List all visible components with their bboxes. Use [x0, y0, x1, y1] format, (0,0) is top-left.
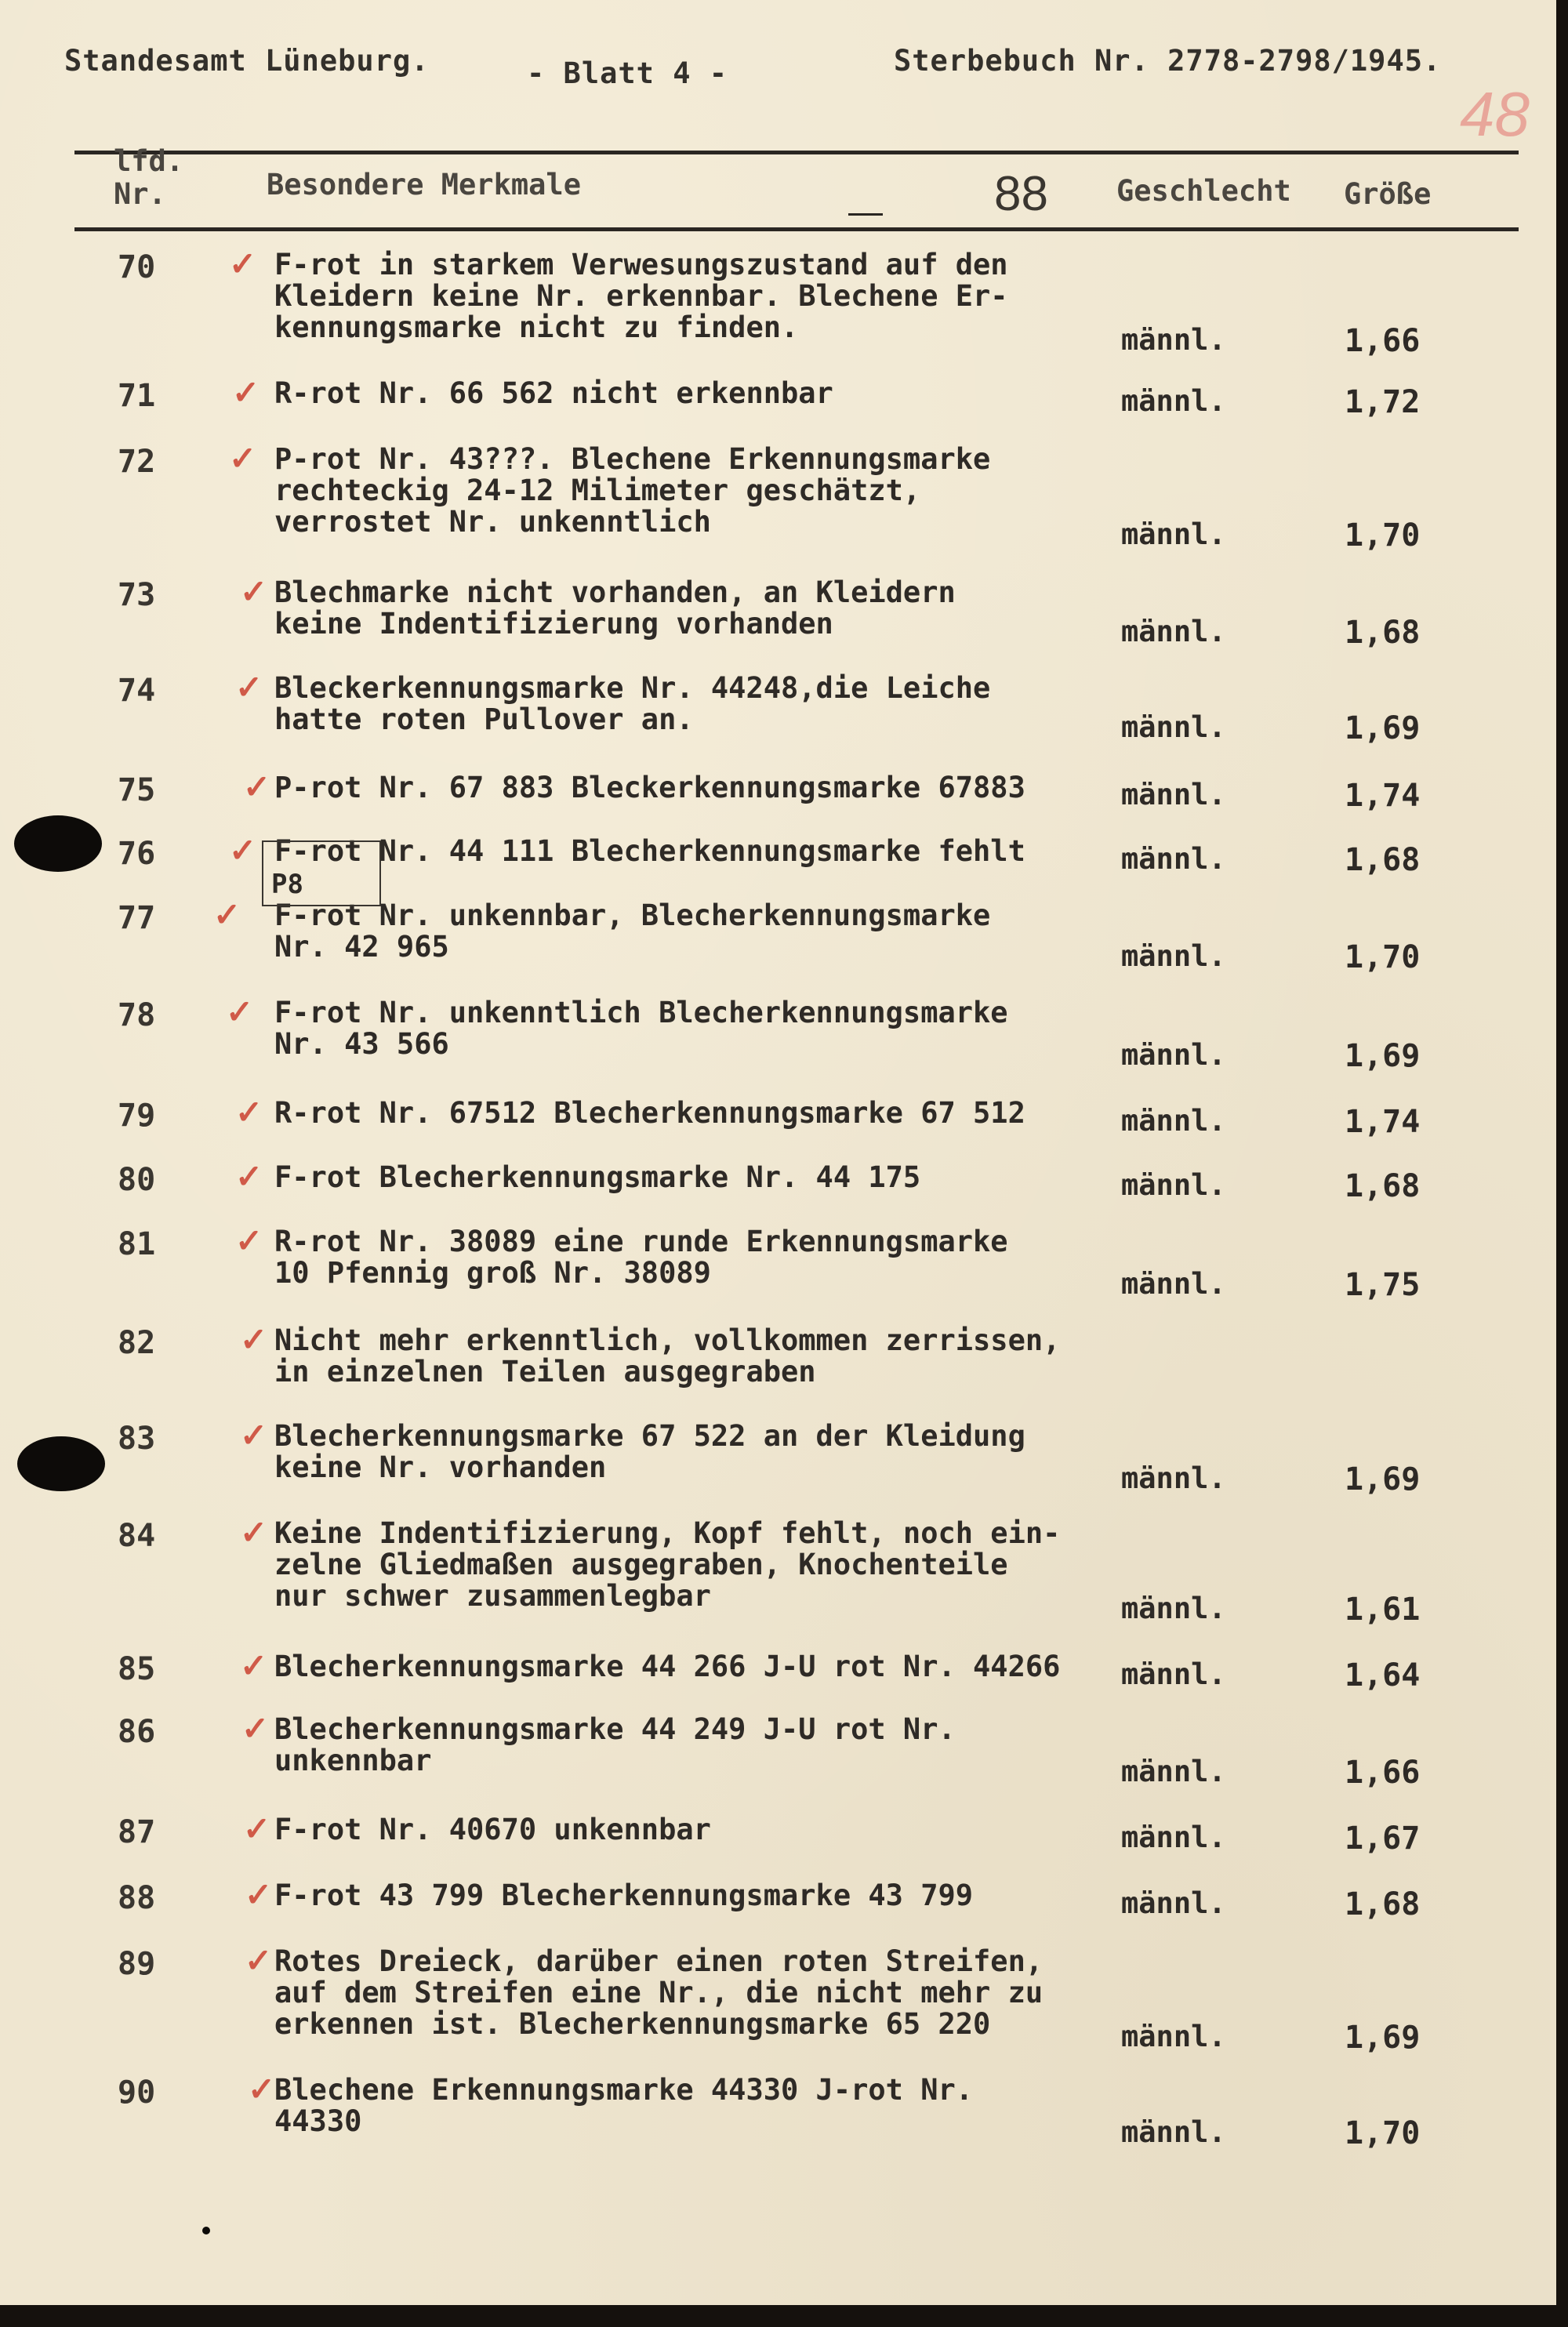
check-mark-icon: ✓: [235, 1222, 263, 1259]
ink-dot: [202, 2227, 210, 2234]
description-line: F-rot in starkem Verwesungszustand auf den: [274, 248, 1008, 281]
description-line: R-rot Nr. 38089 eine runde Erkennungsmarke: [274, 1225, 1008, 1258]
top-rule: [74, 151, 1519, 154]
description-line: Blecherkennungsmarke 44 266 J-U rot Nr. 44266: [274, 1650, 1061, 1683]
col-sex-header: Geschlecht: [1116, 174, 1291, 208]
entry-height: 1,61: [1345, 1592, 1421, 1628]
entry-height: 1,67: [1345, 1821, 1421, 1857]
description-line: Blecherkennungsmarke 44 249 J-U rot Nr.: [274, 1712, 956, 1746]
entry-sex: männl.: [1121, 778, 1226, 811]
check-mark-icon: ✓: [243, 768, 271, 805]
description-line: P-rot Nr. 43???. Blechene Erkennungsmarke: [274, 442, 991, 476]
entry-description: [274, 378, 833, 409]
description-line: Blechmarke nicht vorhanden, an Kleidern: [274, 575, 956, 609]
entry-sex: männl.: [1121, 1657, 1226, 1691]
entry-number: 90: [118, 2075, 156, 2111]
description-line: rechteckig 24-12 Milimeter geschätzt,: [274, 474, 921, 507]
entry-sex: männl.: [1121, 1821, 1226, 1854]
entry-description: [274, 772, 1025, 804]
check-mark-icon: ✓: [240, 1514, 268, 1551]
description-line: Blecherkennungsmarke 67 522 an der Kleidung: [274, 1419, 1025, 1453]
entry-description: [274, 673, 990, 735]
entry-sex: männl.: [1121, 2115, 1226, 2149]
entry-sex: männl.: [1121, 939, 1226, 973]
check-mark-icon: ✓: [245, 1876, 273, 1913]
entry-description: [274, 1162, 920, 1193]
check-mark-icon: ✓: [240, 573, 268, 610]
entry-height: 1,66: [1345, 323, 1421, 359]
check-mark-icon: ✓: [226, 993, 254, 1030]
entry-sex: männl.: [1121, 1592, 1226, 1625]
register-number: Sterbebuch Nr. 2778-2798/1945.: [894, 44, 1442, 78]
entry-sex: männl.: [1121, 1755, 1226, 1788]
header-rule: [74, 227, 1519, 231]
entry-description: [274, 1325, 1060, 1388]
entry-number: 83: [118, 1421, 156, 1457]
description-line: erkennen ist. Blecherkennungsmarke 65 220: [274, 2007, 991, 2041]
entry-height: 1,70: [1345, 517, 1421, 554]
entry-number: 82: [118, 1325, 156, 1361]
entry-number: 86: [118, 1714, 156, 1750]
description-line: F-rot Nr. unkenntlich Blecherkennungsmarke: [274, 996, 1008, 1029]
entry-description: [274, 1714, 956, 1777]
entry-description: [274, 2075, 973, 2137]
entry-number: 77: [118, 900, 156, 936]
description-line: 10 Pfennig groß Nr. 38089: [274, 1256, 711, 1290]
entry-description: [274, 997, 1008, 1060]
description-line: nur schwer zusammenlegbar: [274, 1579, 711, 1613]
description-line: Nr. 42 965: [274, 930, 449, 964]
description-line: R-rot Nr. 66 562 nicht erkennbar: [274, 376, 833, 410]
entry-number: 89: [118, 1946, 156, 1982]
entry-height: 1,75: [1345, 1267, 1421, 1303]
description-line: hatte roten Pullover an.: [274, 702, 694, 736]
entry-description: [274, 1814, 711, 1846]
check-mark-icon: ✓: [232, 374, 260, 411]
description-line: unkennbar: [274, 1744, 432, 1777]
ink-blot: [14, 815, 102, 872]
entry-number: 76: [118, 836, 156, 872]
description-line: Bleckerkennungsmarke Nr. 44248,die Leiche: [274, 671, 991, 705]
entry-description: [274, 900, 990, 963]
entry-description: [274, 577, 956, 640]
check-mark-icon: ✓: [229, 440, 257, 477]
entry-description: [274, 1946, 1043, 2040]
stamp-number: 88: [994, 167, 1048, 221]
description-line: auf dem Streifen eine Nr., die nicht mehr zu: [274, 1976, 1044, 2009]
entry-height: 1,72: [1345, 384, 1421, 420]
entry-number: 88: [118, 1880, 156, 1916]
entry-height: 1,69: [1345, 1461, 1421, 1497]
check-mark-icon: ✓: [240, 1647, 268, 1684]
description-line: in einzelnen Teilen ausgegraben: [274, 1355, 816, 1389]
entry-sex: männl.: [1121, 615, 1226, 648]
description-line: Kleidern keine Nr. erkennbar. Blechene Er-: [274, 279, 1008, 313]
entry-number: 73: [118, 577, 156, 613]
check-mark-icon: ✓: [243, 1810, 271, 1847]
description-line: verrostet Nr. unkenntlich: [274, 505, 711, 539]
description-line: 44330: [274, 2104, 362, 2138]
entry-number: 70: [118, 249, 156, 285]
entry-description: [274, 1518, 1060, 1612]
entry-number: 79: [118, 1098, 156, 1134]
check-mark-icon: ✓: [241, 1710, 270, 1747]
entry-sex: männl.: [1121, 1267, 1226, 1301]
description-line: Nr. 43 566: [274, 1027, 449, 1061]
entry-sex: männl.: [1121, 517, 1226, 551]
entry-number: 71: [118, 378, 156, 414]
description-line: R-rot Nr. 67512 Blecherkennungsmarke 67 512: [274, 1096, 1025, 1130]
description-line: zelne Gliedmaßen ausgegraben, Knochenteile: [274, 1548, 1008, 1581]
pencil-page-number: 48: [1460, 79, 1530, 149]
description-line: Rotes Dreieck, darüber einen roten Streifen,: [274, 1944, 1044, 1978]
sheet-label: - Blatt 4 -: [527, 56, 728, 90]
description-line: Keine Indentifizierung, Kopf fehlt, noch ein-: [274, 1516, 1061, 1550]
entry-height: 1,68: [1345, 1168, 1421, 1204]
description-line: keine Indentifizierung vorhanden: [274, 607, 833, 641]
entry-height: 1,74: [1345, 778, 1421, 814]
entry-sex: männl.: [1121, 2020, 1226, 2053]
ink-blot: [17, 1436, 105, 1491]
registry-office: Standesamt Lüneburg.: [64, 44, 430, 78]
entry-sex: männl.: [1121, 1104, 1226, 1138]
entry-number: 72: [118, 444, 156, 480]
description-line: F-rot Nr. 40670 unkennbar: [274, 1813, 711, 1846]
entry-height: 1,68: [1345, 1886, 1421, 1922]
entry-sex: männl.: [1121, 1886, 1226, 1920]
check-mark-icon: ✓: [245, 1942, 273, 1979]
entry-description: [274, 249, 1008, 343]
entry-sex: männl.: [1121, 323, 1226, 357]
check-mark-icon: ✓: [213, 896, 241, 933]
description-line: keine Nr. vorhanden: [274, 1450, 607, 1484]
entry-number: 85: [118, 1651, 156, 1687]
entry-height: 1,66: [1345, 1755, 1421, 1791]
entry-height: 1,68: [1345, 842, 1421, 878]
check-mark-icon: ✓: [240, 1321, 268, 1358]
entry-height: 1,69: [1345, 710, 1421, 746]
entry-number: 74: [118, 673, 156, 709]
entry-height: 1,74: [1345, 1104, 1421, 1140]
check-mark-icon: ✓: [235, 669, 263, 706]
entry-sex: männl.: [1121, 384, 1226, 418]
entry-height: 1,70: [1345, 939, 1421, 975]
entry-sex: männl.: [1121, 1038, 1226, 1072]
description-line: F-rot Blecherkennungsmarke Nr. 44 175: [274, 1160, 921, 1194]
entry-height: 1,69: [1345, 1038, 1421, 1074]
check-mark-icon: ✓: [229, 245, 257, 282]
entry-number: 75: [118, 772, 156, 808]
entry-number: 78: [118, 997, 156, 1033]
description-line: F-rot Nr. 44 111 Blecherkennungsmarke fehlt: [274, 834, 1025, 868]
entry-description: [274, 1880, 973, 1911]
entry-number: 80: [118, 1162, 156, 1198]
entry-height: 1,70: [1345, 2115, 1421, 2151]
entry-sex: männl.: [1121, 1168, 1226, 1202]
entry-number: 81: [118, 1226, 156, 1262]
description-line: Nicht mehr erkenntlich, vollkommen zerrissen,: [274, 1323, 1061, 1357]
check-mark-icon: ✓: [235, 1094, 263, 1131]
col-features-header: Besondere Merkmale: [267, 168, 581, 201]
description-line: Blechene Erkennungsmarke 44330 J-rot Nr.: [274, 2073, 974, 2107]
entry-sex: männl.: [1121, 710, 1226, 744]
check-mark-icon: ✓: [235, 1158, 263, 1195]
check-mark-icon: ✓: [240, 1417, 268, 1454]
description-line: kennungsmarke nicht zu finden.: [274, 310, 799, 344]
entry-description: [274, 444, 990, 538]
description-line: F-rot Nr. unkennbar, Blecherkennungsmarke: [274, 898, 991, 932]
entry-number: 84: [118, 1518, 156, 1554]
entry-description: [274, 1098, 1025, 1129]
check-mark-icon: ✓: [229, 832, 257, 869]
entry-description: [274, 836, 1025, 867]
entry-number: 87: [118, 1814, 156, 1850]
description-line: P-rot Nr. 67 883 Bleckerkennungsmarke 67883: [274, 771, 1025, 804]
stamp-dash: [848, 213, 883, 216]
col-height-header: Größe: [1344, 177, 1432, 211]
description-line: F-rot 43 799 Blecherkennungsmarke 43 799: [274, 1879, 974, 1912]
entry-sex: männl.: [1121, 1461, 1226, 1495]
col-no-line2: Nr.: [114, 177, 166, 211]
check-mark-icon: ✓: [248, 2071, 276, 2107]
entry-height: 1,69: [1345, 2020, 1421, 2056]
entry-description: [274, 1421, 1025, 1483]
col-no-line1: lfd.: [114, 144, 184, 178]
annotation-p8: P8: [271, 869, 303, 900]
entry-height: 1,68: [1345, 615, 1421, 651]
entry-height: 1,64: [1345, 1657, 1421, 1694]
entry-description: [274, 1226, 1008, 1289]
entry-description: [274, 1651, 1060, 1683]
entry-sex: männl.: [1121, 842, 1226, 876]
